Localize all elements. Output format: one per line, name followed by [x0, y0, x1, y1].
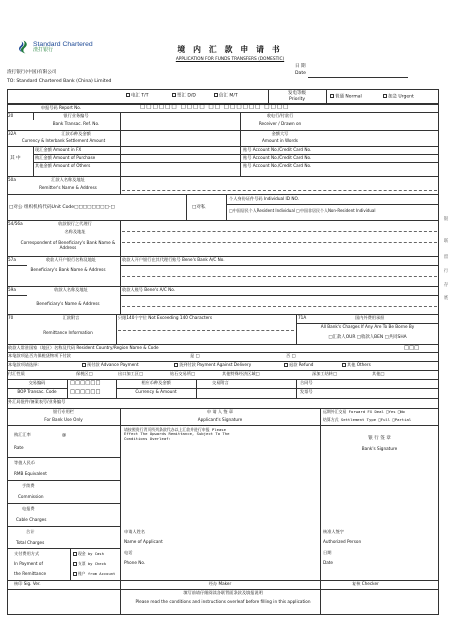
report-no-boxes[interactable]: □□□□□□ □□□□ □□ □□□□□□ □□□□	[140, 104, 290, 110]
bank-company: 渣打银行(中国)有限公司	[7, 70, 57, 75]
apply-conditions-note: 请按照贵行背页所列条款代办以上汇款并进行申报 Please Effect The Upwards Remittance, Subject To The Conditions Overleaf:	[124, 427, 230, 441]
nature-option[interactable]: 其他特殊经济区域□	[222, 371, 260, 376]
field-70-label-en: Remittance Information	[43, 330, 93, 335]
checkbox-icon	[174, 363, 178, 367]
report-no-label: 申报号码 Report No.	[40, 105, 82, 110]
side-label: 留	[443, 255, 449, 260]
payment-type-label: 本笔款项请选择:	[8, 362, 39, 367]
footer-note-cn: 填写前请仔细阅读各联背面条款及填报说明	[183, 590, 263, 595]
field-5456-label-en: Correspondent of Beneficiary's Bank Name & Address	[20, 240, 116, 250]
field-59a-label-en: Beneficiary's Name & Address	[36, 301, 100, 306]
checkbox-icon	[342, 363, 346, 367]
approval-no-label: 外汇局批件/备案表号/业务编号	[8, 399, 66, 404]
payment-advance[interactable]: 预付款 Advance Payment	[82, 363, 139, 368]
bank-sig-label-en: Bank's Signature	[361, 446, 398, 451]
applicant-sig-label-cn: 申 请 人 签 章	[206, 409, 234, 414]
field-71a-num: 71A	[298, 315, 307, 320]
date-label-en: Date	[295, 71, 306, 76]
checkbox-icon	[330, 94, 334, 98]
field-20-label-cn: 银行业务编号	[63, 113, 89, 118]
field-5456-num: 54/56a	[8, 221, 23, 226]
fx-row-label: 现汇金额 Amount in FX	[35, 147, 82, 152]
sig-verifier-label: 核印 Sig. Ver.	[14, 581, 41, 586]
auth-date-label-cn: 日期	[323, 550, 332, 555]
resident-options[interactable]: □中国居民个人Resident Individual □中国非居民个人Non-Resident Individual	[229, 208, 376, 213]
field-32a-right-en: Amount in Words	[262, 138, 298, 143]
bank-logo	[18, 40, 93, 54]
cable-label-en: Cable Charges	[16, 517, 47, 522]
field-57a-label-en: Beneficiary's Bank Name & Address	[30, 267, 106, 272]
total-label-cn: 合计	[26, 529, 35, 534]
pay-from-account[interactable]: 账户 from Account	[73, 572, 115, 576]
taxfree-yes[interactable]: 是 □	[190, 353, 200, 358]
checker-label: 复核 Checker	[352, 581, 379, 586]
field-50a-num: 50a	[8, 177, 16, 182]
bank-name-cn: 渣打银行	[33, 46, 54, 53]
nature-option[interactable]: 其他□	[372, 371, 385, 376]
bop-remark-label: 交易附言	[212, 380, 229, 385]
form-title: 境 内 汇 款 申 请 书	[177, 45, 283, 54]
field-32a-label-en: Currency & Interbank Settlement Amount	[21, 138, 106, 143]
side-label: 银	[443, 217, 449, 222]
field-71a-label-cn: 国内外费用承担	[355, 315, 385, 320]
bop-ccy-label-en: Currency & Amount	[135, 389, 177, 394]
checkbox-icon	[383, 94, 387, 98]
field-32a-right-cn: 金额大写	[271, 131, 289, 136]
bank-use-label-cn: 银行专用栏	[53, 409, 74, 414]
side-label: 联	[443, 239, 449, 244]
field-57a-num: 57a	[8, 257, 16, 262]
bop-code-boxes[interactable]: □□□□□□	[70, 389, 101, 395]
rate-at-symbol: @	[62, 432, 67, 437]
field-5456-label-cn: 收款银行之代理行	[58, 221, 92, 226]
fx-row-label: 购汇金额 Amount of Purchase	[35, 155, 96, 160]
nature-option[interactable]: 出口加工区□	[118, 371, 143, 376]
field-59a-num: 59a	[8, 287, 16, 292]
checkbox-icon	[214, 93, 218, 97]
transfer-option-dd[interactable]: 票汇 D/D	[172, 93, 196, 99]
applicant-sig-label-en: Applicant's Signature	[197, 417, 243, 422]
side-label: 存	[443, 283, 449, 288]
payment-method-label-en: In Payment of	[14, 561, 43, 566]
taxfree-label: 本笔款项是否为保税货物项下付款	[8, 353, 71, 358]
field-5456-label-cn2: 名称及地址	[64, 229, 86, 234]
country-label: 收款人常驻国家（地区）名称及代码 Resident Country/Region Name & Code	[8, 345, 159, 350]
checkbox-icon	[73, 572, 77, 576]
field-70-num: 70	[8, 315, 14, 320]
pay-by-check[interactable]: 支票 by Check	[73, 562, 106, 566]
org-code-field[interactable]: □对公 组织机构代码Unit Code□□□□□□□□-□	[9, 205, 115, 210]
country-code-boxes[interactable]: □□□	[404, 345, 420, 351]
applicant-name-label-en: Name of Applicant	[124, 539, 163, 544]
checkbox-icon	[73, 562, 77, 566]
field-70-limit: 只限140个字位 Not Exceeding 140 Characters	[118, 315, 213, 320]
priority-label-en: Priority	[288, 97, 306, 102]
id-number-label: 个人身份证件号码 Individual ID NO.	[229, 196, 299, 201]
bop-code-label-en: BOP Transac. Code	[17, 389, 57, 394]
fx-row-account: 账号 Account No./Credit Card No.	[243, 155, 312, 160]
pay-by-cash[interactable]: 现金 by Cash	[73, 552, 104, 556]
payment-others[interactable]: 其他 Others	[342, 363, 371, 368]
rmb-label-en: RMB Equivalent	[14, 471, 47, 476]
checkbox-icon	[73, 552, 77, 556]
side-label: 底	[443, 296, 449, 301]
standard-chartered-logo-icon	[18, 40, 29, 54]
nature-option[interactable]: 深加工结转□	[312, 371, 337, 376]
checkbox-icon	[82, 363, 86, 367]
date-field[interactable]	[308, 77, 408, 78]
field-57a-right: 收款人开户银行在其代理行账号 Bene's Bank A/C No.	[122, 257, 225, 262]
field-20-right-cn: 收电行/付款行	[266, 113, 294, 118]
field-71a-label-en: All Bank's Charges If Any Are To Be Borne By	[320, 324, 415, 329]
rmb-label-cn: 等值人民币	[14, 460, 35, 465]
phone-label-cn: 电话	[124, 550, 133, 555]
checkbox-icon	[126, 93, 130, 97]
fx-row-account: 账号 Account No./Credit Card No.	[243, 163, 312, 168]
nature-option[interactable]: 保税区□	[76, 371, 93, 376]
authorized-label-en: Authorized Person	[323, 539, 362, 544]
auth-date-label-en: Date	[323, 560, 334, 565]
invoice-no-label: 发票号	[300, 389, 313, 394]
payment-refund[interactable]: 退款 Refund	[284, 363, 313, 368]
field-20-num: 20	[8, 113, 14, 118]
rate-label-cn: 购汇汇率	[14, 432, 31, 437]
bop-ccy-label-cn: 相应币种及金额	[141, 380, 171, 385]
date-label-cn: 日 期	[295, 64, 306, 69]
priority-urgent[interactable]: 加急 Urgent	[383, 94, 414, 100]
commission-label-cn: 手续费	[22, 483, 35, 488]
fx-side-label: 其 中	[10, 156, 21, 161]
form-subtitle: APPLICATION FOR FUNDS TRANSFERS (DOMESTIC)	[175, 57, 285, 62]
field-57a-label-cn: 收款人开户银行名称及地址	[45, 257, 97, 262]
forward-fx-option[interactable]: 远期外汇交易 Forward FX Deal □Yes □No	[323, 409, 405, 414]
transfer-option-tt[interactable]: 电汇 T/T	[126, 93, 148, 99]
bank-use-label-en: For Bank Use Only	[44, 417, 83, 422]
bank-name-en: Standard Chartered	[33, 40, 93, 48]
maker-label: 经办 Maker	[208, 581, 232, 586]
bop-code-boxes[interactable]: □□□□□□	[70, 380, 101, 386]
taxfree-no[interactable]: 否 □	[286, 353, 296, 358]
private-checkbox[interactable]: □对私	[192, 205, 206, 210]
checkbox-icon	[172, 93, 176, 97]
cable-label-cn: 电报费	[22, 506, 35, 511]
priority-label-cn: 发电等级	[288, 91, 306, 96]
transfer-option-mt[interactable]: 信汇 M/T	[214, 93, 238, 99]
field-59a-label-cn: 收款人名称及地址	[54, 287, 88, 292]
bank-sig-label-cn: 银 行 签 章	[368, 436, 391, 441]
checkbox-icon	[284, 363, 288, 367]
applicant-name-label-cn: 申请人姓名	[124, 529, 145, 534]
payment-method-label-cn: 支付费用方式	[14, 551, 40, 556]
authorized-label-cn: 核准人签字	[323, 529, 344, 534]
field-32a-num: 32A	[8, 131, 17, 136]
field-59a-right: 收款人账号 Bene's A/C No.	[122, 287, 176, 292]
side-label: 行	[443, 269, 449, 274]
footer-note-en: Please read the conditions and instructions overleaf before filling in this application	[135, 599, 311, 604]
field-70-label-cn: 汇款附言	[62, 315, 80, 320]
field-71a-options[interactable]: □汇款人OUR □收款人BEN □共同SHA	[328, 335, 407, 340]
bop-code-label-cn: 交易编码	[28, 380, 46, 385]
payment-delivery[interactable]: 货到付款 Payment Against Delivery	[174, 363, 251, 368]
settlement-type-option[interactable]: 结算方式 Settlement Type □Full □Partial	[323, 417, 412, 422]
contract-no-label: 合同号	[300, 380, 313, 385]
field-50a-label-cn: 汇款人名称及地址	[51, 177, 85, 182]
priority-normal[interactable]: 普通 Normal	[330, 94, 362, 100]
to-line: TO: Standard Chartered Bank (China) Limited	[7, 79, 112, 84]
fx-row-label: 其他金额 Amount of Others	[35, 163, 91, 168]
total-label-en: Total Charges	[16, 540, 45, 545]
field-20-right-en: Receiver / Drawn on	[258, 121, 302, 126]
commission-label-en: Commission	[18, 494, 44, 499]
nature-label: 付汇性质	[8, 371, 25, 376]
phone-label-en: Phone No.	[124, 560, 146, 565]
nature-option[interactable]: 钻石交易所□	[170, 371, 195, 376]
rate-label-en: Rate	[14, 445, 24, 450]
field-50a-label-en: Remitter's Name & Address	[39, 185, 97, 190]
payment-method-label-en2: the Remittance	[14, 571, 47, 576]
fx-row-account: 账号 Account No./Credit Card No.	[243, 147, 312, 152]
field-20-label-en: Bank Transac. Ref. No.	[52, 121, 100, 126]
field-32a-label-cn: 汇款币种及金额	[61, 131, 91, 136]
